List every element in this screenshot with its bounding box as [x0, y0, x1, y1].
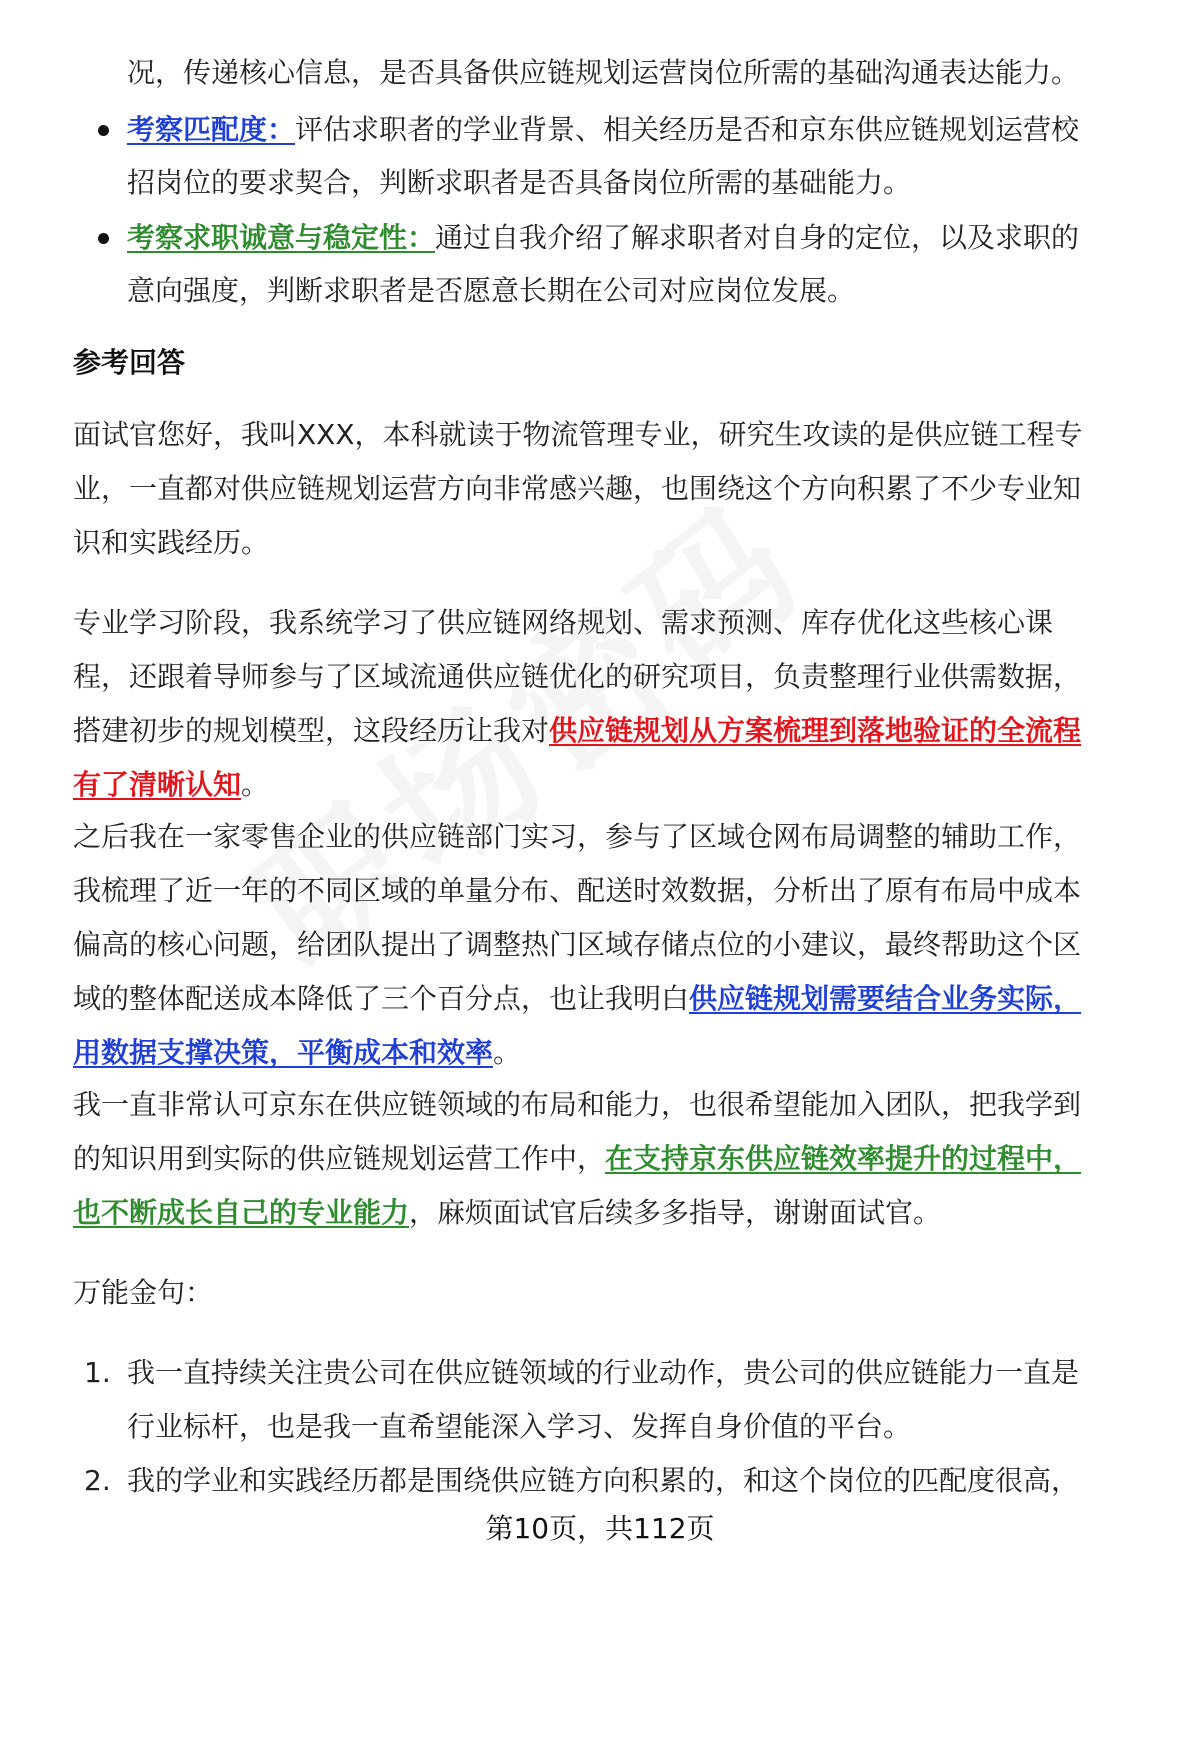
para3-highlight: 供应链规划需要结合业务实际， [689, 982, 1082, 1015]
para1-line-3: 识和实践经历。 [73, 526, 270, 559]
para3-line-5 [73, 1033, 521, 1073]
golden-sentences-title: 万能金句： [73, 1276, 214, 1309]
bullet-dot [98, 125, 109, 136]
para2-highlight: 供应链规划从方案梳理到落地验证的全流程 [549, 714, 1082, 747]
para1-line-1: 面试官您好，我叫XXX，本科就读于物流管理专业，研究生攻读的是供应链工程专 [73, 418, 1083, 451]
top-continuation-line: 况，传递核心信息，是否具备供应链规划运营岗位所需的基础沟通表达能力。 [127, 56, 1080, 89]
golden-1-line-2: 行业标杆，也是我一直希望能深入学习、发挥自身价值的平台。 [127, 1410, 912, 1443]
bullet-2-text: 通过自我介绍了解求职者对自身的定位，以及求职的 [435, 221, 1080, 254]
para2-line-1: 专业学习阶段，我系统学习了供应链网络规划、需求预测、库存优化这些核心课 [73, 606, 1054, 639]
bullet-dot [98, 233, 109, 244]
bullet-1-label: 考察匹配度： [127, 113, 296, 146]
bullet-2-line-1 [127, 218, 1079, 258]
para2-text: 搭建初步的规划模型，这段经历让我对 [73, 714, 550, 747]
golden-2-line-1: 我的学业和实践经历都是围绕供应链方向积累的，和这个岗位的匹配度很高， [127, 1464, 1080, 1497]
para3-text: 域的整体配送成本降低了三个百分点，也让我明白 [73, 982, 690, 1015]
para2-text: 。 [241, 768, 270, 801]
reference-answer-title: 参考回答 [73, 346, 186, 379]
para2-line-4 [73, 765, 269, 805]
page-footer: 第10页，共112页 [485, 1512, 715, 1545]
para4-line-1: 我一直非常认可京东在供应链领域的布局和能力，也很希望能加入团队，把我学到 [73, 1088, 1082, 1121]
para2-highlight: 有了清晰认知 [73, 768, 242, 801]
para2-line-2: 程，还跟着导师参与了区域流通供应链优化的研究项目，负责整理行业供需数据， [73, 660, 1082, 693]
para4-line-2 [73, 1139, 1081, 1179]
para3-line-3: 偏高的核心问题，给团队提出了调整热门区域存储点位的小建议，最终帮助这个区 [73, 928, 1082, 961]
para4-line-3 [73, 1193, 941, 1233]
bullet-1-line-1 [127, 110, 1079, 150]
bullet-2-line-2: 意向强度，判断求职者是否愿意长期在公司对应岗位发展。 [127, 274, 856, 307]
para4-highlight: 在支持京东供应链效率提升的过程中， [605, 1142, 1082, 1175]
list-number: 1. [84, 1356, 111, 1389]
list-number: 2. [84, 1464, 111, 1497]
para3-text: 。 [493, 1036, 522, 1069]
bullet-1-text: 评估求职者的学业背景、相关经历是否和京东供应链规划运营校 [295, 113, 1080, 146]
bullet-1-line-2: 招岗位的要求契合，判断求职者是否具备岗位所需的基础能力。 [127, 166, 912, 199]
para3-line-1: 之后我在一家零售企业的供应链部门实习，参与了区域仓网布局调整的辅助工作， [73, 820, 1082, 853]
para2-line-3 [73, 711, 1081, 751]
para4-text: 的知识用到实际的供应链规划运营工作中， [73, 1142, 606, 1175]
para4-highlight: 也不断成长自己的专业能力 [73, 1196, 410, 1229]
para3-highlight: 用数据支撑决策，平衡成本和效率 [73, 1036, 494, 1069]
para3-line-4 [73, 979, 1081, 1019]
bullet-2-label: 考察求职诚意与稳定性： [127, 221, 436, 254]
para3-line-2: 我梳理了近一年的不同区域的单量分布、配送时效数据，分析出了原有布局中成本 [73, 874, 1082, 907]
golden-1-line-1: 我一直持续关注贵公司在供应链领域的行业动作，贵公司的供应链能力一直是 [127, 1356, 1080, 1389]
para4-text: ，麻烦面试官后续多多指导，谢谢面试官。 [409, 1196, 942, 1229]
para1-line-2: 业，一直都对供应链规划运营方向非常感兴趣，也围绕这个方向积累了不少专业知 [73, 472, 1082, 505]
